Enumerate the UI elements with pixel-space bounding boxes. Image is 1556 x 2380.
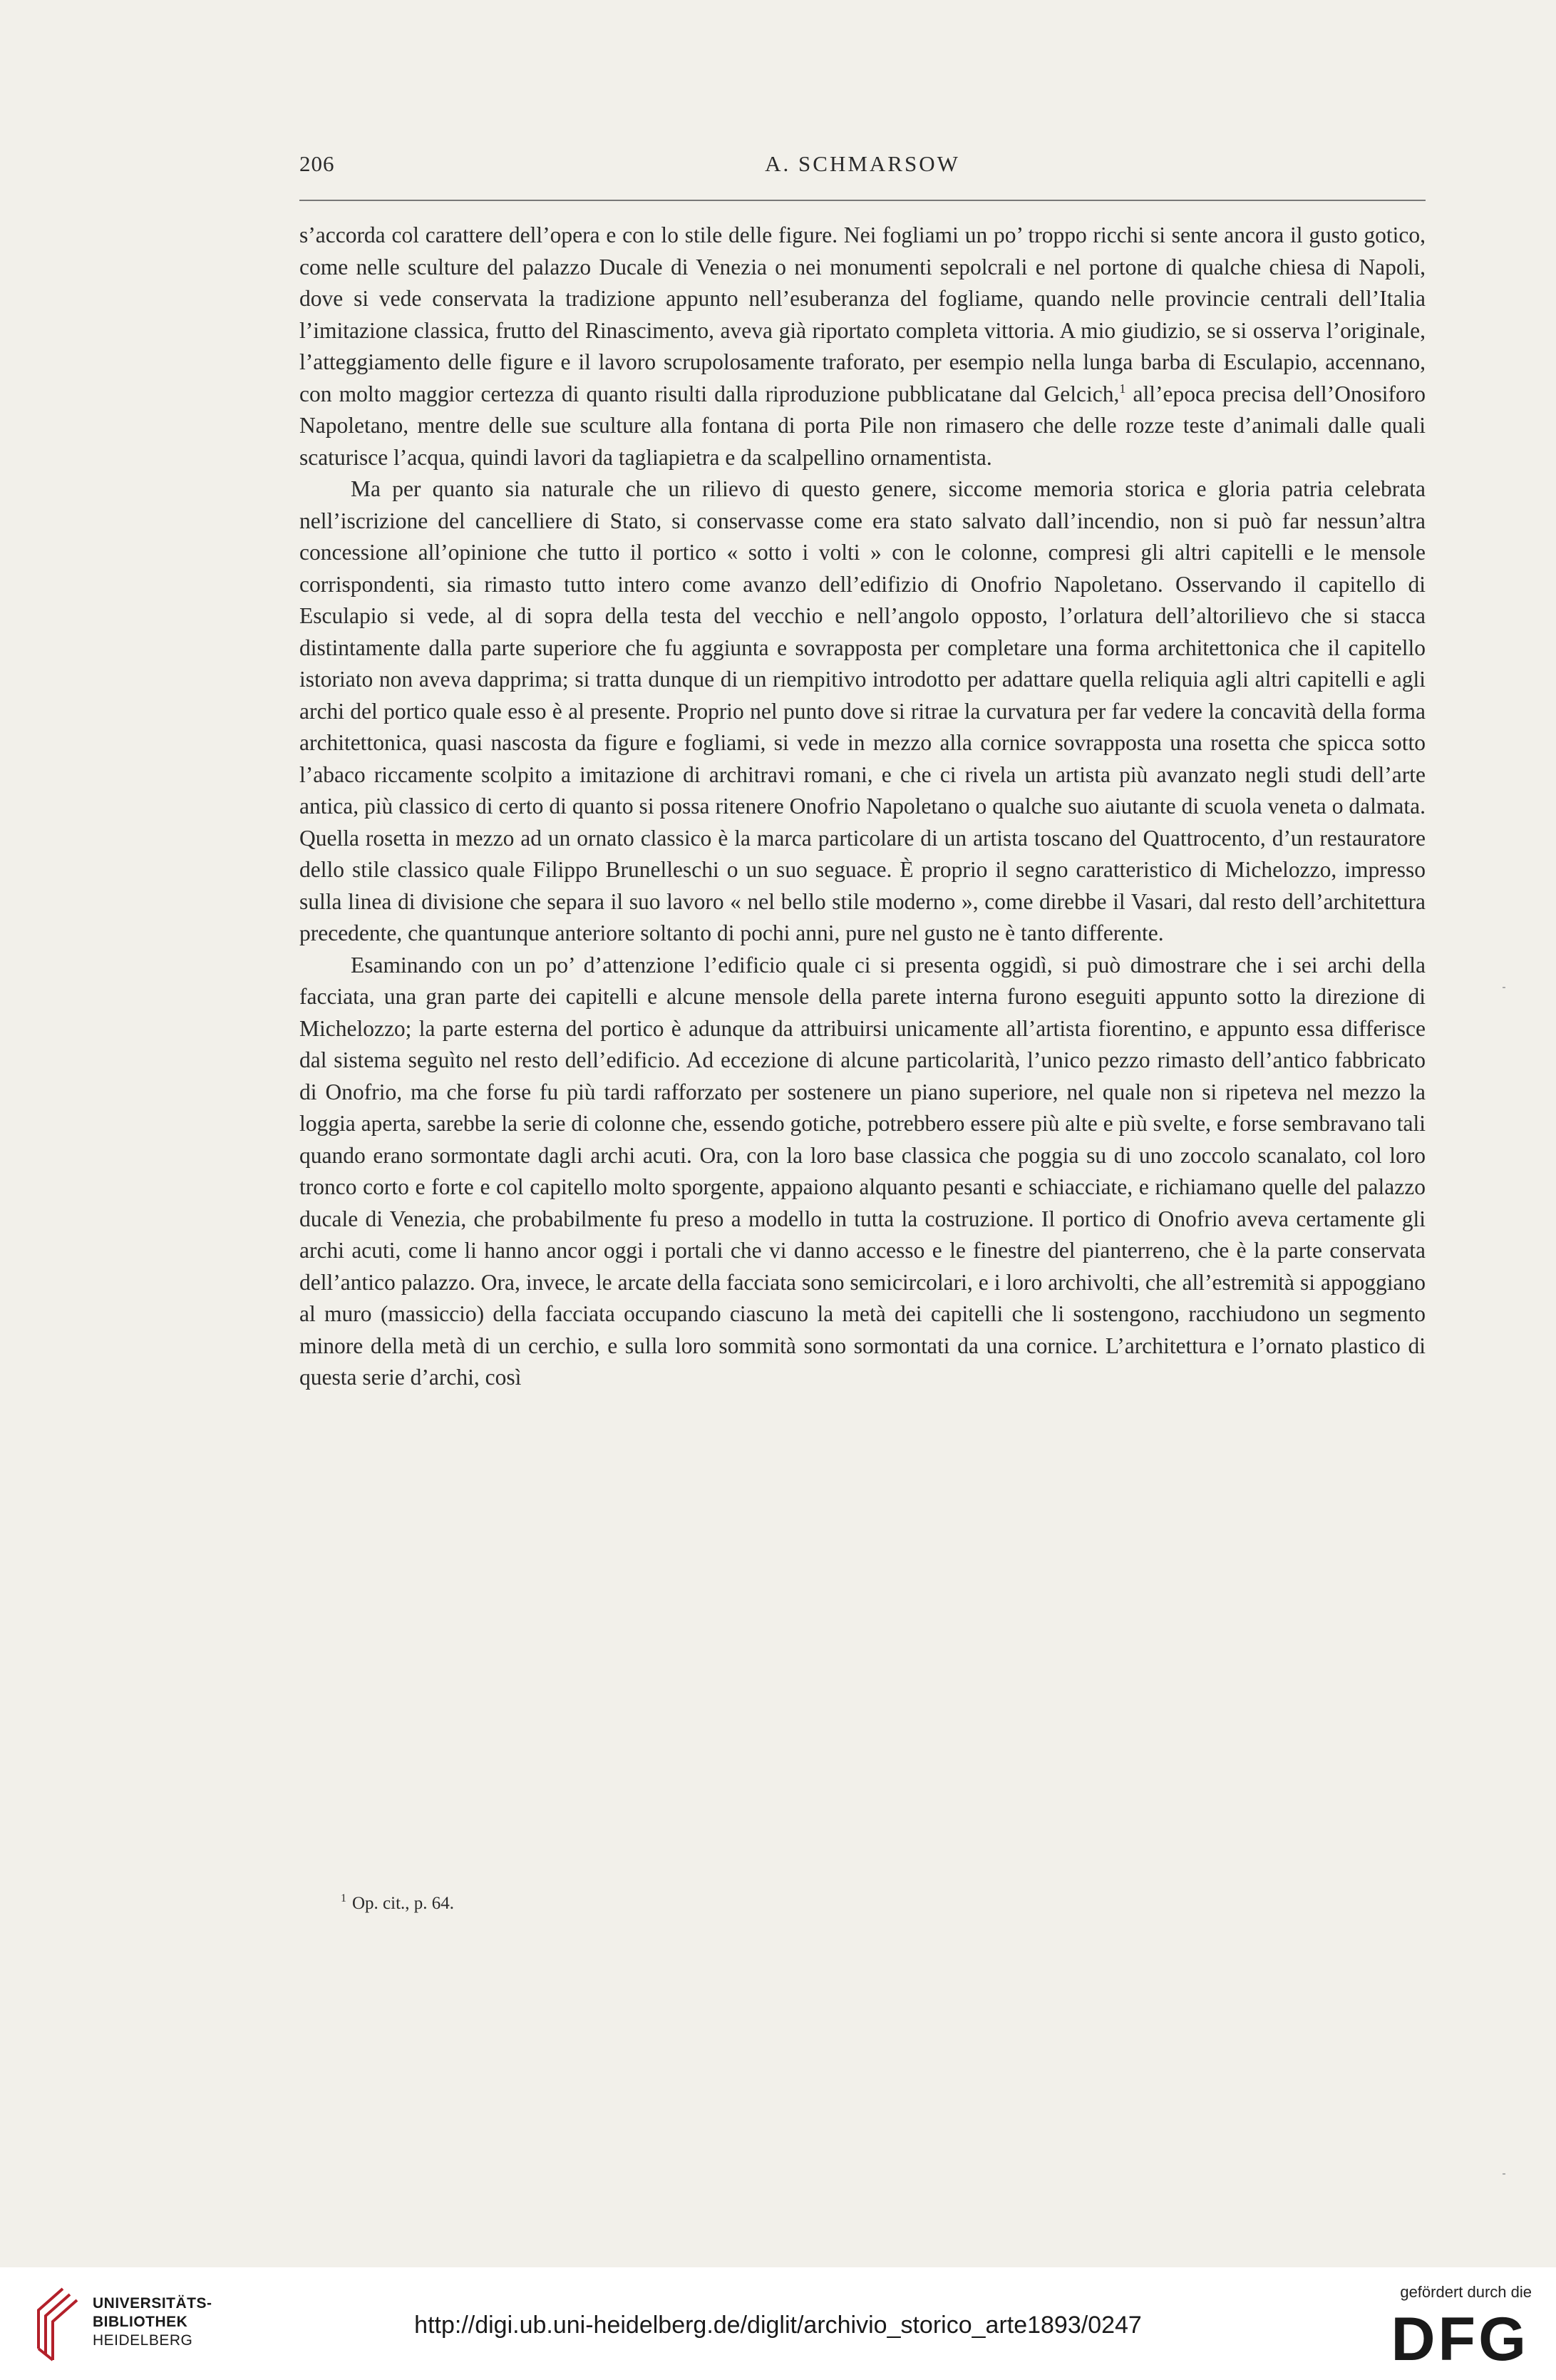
library-name-line: HEIDELBERG — [93, 2332, 193, 2349]
page-header — [299, 151, 1426, 188]
paragraph-1 — [299, 220, 1426, 473]
paragraph-text: s’accorda col carattere dell’opera e con lo stile delle figure. Nei fogliami un po’ troppo ricchi si sente ancora il gusto gotico, come nelle sculture del palazzo Ducale di Venezia o nei monumenti sepolcrali e nel portone di qualche chiesa di Napoli, dove si vede conservata la tradizione appunto nell’esuberanza del fogliame, quando nelle provincie centrali dell’Italia l’imitazione classica, frutto del Rinascimento, aveva già riportato completa vittoria. A mio giudizio, se si osserva l’originale, l’atteggiamento delle figure e il lavoro scrupolosamente traforato, per esempio nella lunga barba di Esculapio, accennano, con molto maggior certezza di quanto risulti dalla riproduzione pubblicatane dal Gelcich, — [299, 222, 1426, 406]
footnote-text: Op. cit., p. 64. — [352, 1894, 455, 1913]
header-rule — [299, 200, 1426, 201]
library-name-line: UNIVERSITÄTS- — [93, 2295, 212, 2312]
digitization-footer — [0, 2267, 1556, 2380]
paragraph-text: all’epoca precisa dell’Onosiforo Napoletano, mentre delle sue sculture alla fontana di porta Pile non rimasero che delle rozze teste d’animali dalle quali scaturisce l’acqua, quindi lavori da tagliapietra e da scalpellino ornamentista. — [299, 381, 1426, 470]
funder-label: gefördert durch die — [1400, 2283, 1532, 2301]
paragraph-3: Esaminando con un po’ d’attenzione l’edificio quale ci si presenta oggidì, si può dimostrare che i sei archi della facciata, una gran parte dei capitelli e alcune mensole della parete interna furono eseguiti appunto sotto la direzione di Michelozzo; la parte esterna del portico è adunque da attribuirsi unicamente all’artista fiorentino, e appunto essa differisce dal sistema seguìto nel resto dell’edificio. Ad eccezione di alcune particolarità, l’unico pezzo rimasto dell’antico fabbricato di Onofrio, ma che forse fu più tardi rafforzato per sostenere un piano superiore, nel quale non si ripeteva nel mezzo la loggia aperta, sarebbe la serie di colonne che, essendo gotiche, potrebbero essere più alte e più svelte, e forse sembravano tali quando erano sormontate dagli archi acuti. Ora, con la loro base classica che poggia su di uno zoccolo scanalato, col loro tronco corto e forte e col capitello molto sporgente, appaiono alquanto pesanti e schiacciate, e richiamano quelle del palazzo ducale di Venezia, che probabilmente fu preso a modello in tutta la costruzione. Il portico di Onofrio aveva certamente gli archi acuti, come li hanno ancor oggi i portali che vi danno accesso e le finestre del pianterreno, che è la parte conservata dell’antico palazzo. Ora, invece, le arcate della facciata sono semicircolari, e i loro archivolti, che all’estremità si appoggiano al muro (massiccio) della facciata occupando ciascuno la metà dei capitelli che li sostengono, racchiudono un segmento minore della metà di un cerchio, e sulla loro sommità sono sormontati da una cornice. L’architettura e l’ornato plastico di questa serie d’archi, così — [299, 952, 1426, 1390]
library-name-line: BIBLIOTHEK — [93, 2314, 188, 2330]
footnote-mark: 1 — [341, 1892, 346, 1904]
dfg-logo: DFG — [1391, 2305, 1529, 2374]
footnote — [341, 1892, 1410, 1914]
permalink-url[interactable]: http://digi.ub.uni-heidelberg.de/diglit/archivio_storico_arte1893/0247 — [414, 2312, 1142, 2339]
body-text — [299, 220, 1426, 1394]
footnote-reference[interactable]: 1 — [1119, 381, 1126, 396]
scan-speck — [1503, 2173, 1505, 2175]
scan-speck — [1503, 987, 1505, 988]
paragraph-2: Ma per quanto sia naturale che un rilievo di questo genere, siccome memoria storica e gloria patria celebrata nell’iscrizione del cancelliere di Stato, si conservasse come era stato salvato dall’incendio, non si può far nessun’altra concessione all’opinione che tutto il portico « sotto i volti » con le colonne, compresi gli altri capitelli e le mensole corrispondenti, sia rimasto tutto intero come avanzo dell’edifizio di Onofrio Napoletano. Osservando il capitello di Esculapio si vede, al di sopra della testa del vecchio e nell’angolo opposto, l’orlatura dell’altorilievo che si stacca distintamente dalla parte superiore che fu aggiunta e sovrapposta per completare una forma architettonica che il capitello istoriato non aveva dapprima; si tratta dunque di un riempitivo introdotto per adattare quella reliquia agli altri capitelli e agli archi del portico quale esso è al presente. Proprio nel punto dove si ritrae la curvatura per far vedere la concavità della forma architettonica, quasi nascosta da figure e fogliami, si vede in mezzo alla cornice sovrapposta una rosetta che spicca sotto l’abaco riccamente scolpito a imitazione di architravi romani, e che ci rivela un artista più avanzato negli studi dell’arte antica, più classico di certo di quanto si possa ritenere Onofrio Napoletano o qualche suo aiutante di scuola veneta o dalmata. Quella rosetta in mezzo ad un ornato classico è la marca particolare di un artista toscano del Quattrocento, d’un restauratore dello stile classico quale Filippo Brunelleschi o un suo seguace. È proprio il segno caratteristico di Michelozzo, impresso sulla linea di divisione che separa il suo lavoro « nel bello stile moderno », come direbbe il Vasari, dal resto dell’architettura precedente, che quantunque anteriore soltanto di pochi anni, pure nel gusto ne è tanto differente. — [299, 476, 1426, 945]
running-head: A. SCHMARSOW — [765, 151, 960, 176]
page-number: 206 — [299, 151, 335, 176]
